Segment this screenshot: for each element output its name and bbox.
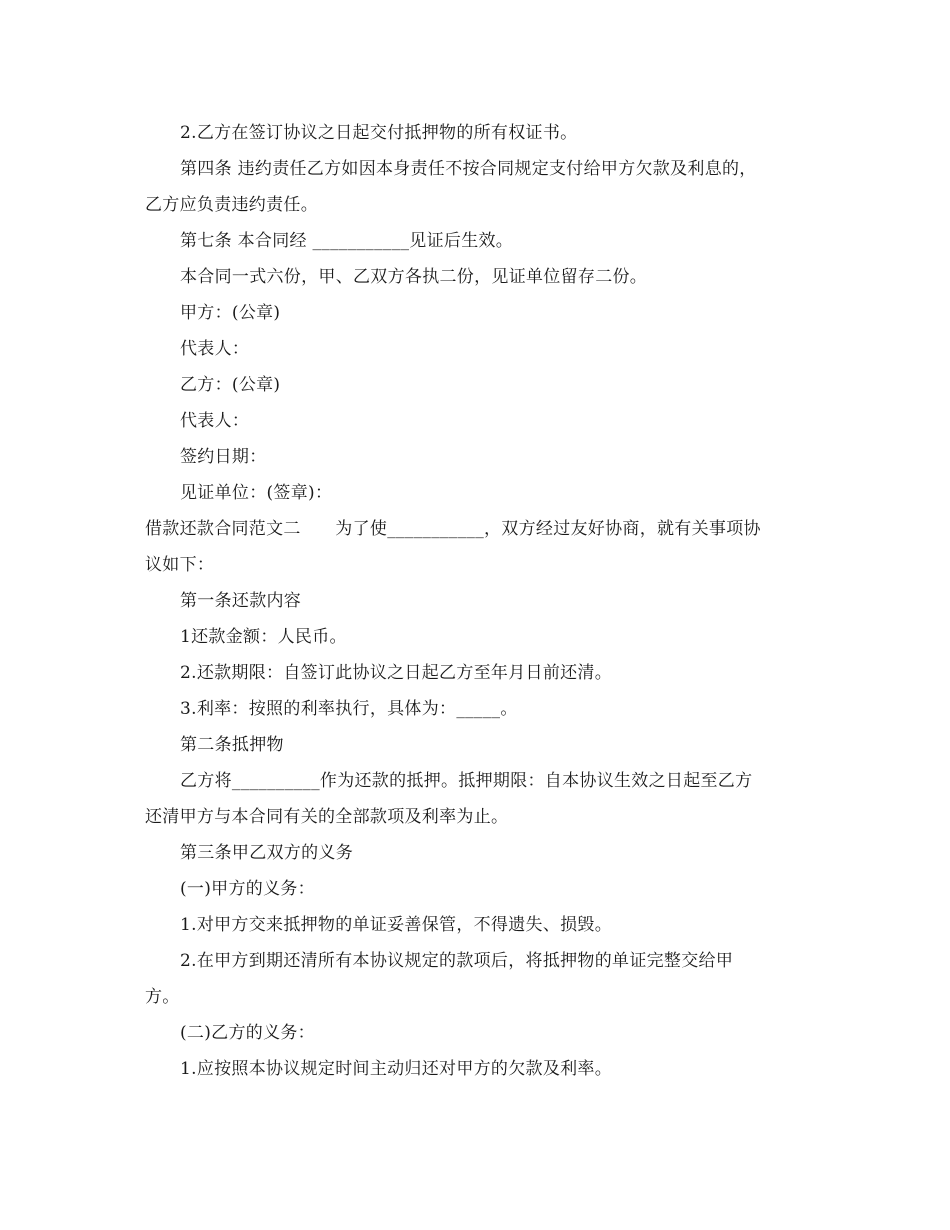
clause-subheading: (一)甲方的义务：	[180, 879, 315, 899]
clause-line: 1.对甲方交来抵押物的单证妥善保管，不得遗失、损毁。	[180, 915, 613, 935]
clause-line: 还清甲方与本合同有关的全部款项及利率为止。	[145, 807, 509, 827]
clause-line: 3.利率：按照的利率执行，具体为：_____。	[180, 699, 518, 719]
clause-line: 本合同一式六份，甲、乙双方各执二份，见证单位留存二份。	[180, 267, 648, 287]
section-heading-line: 借款还款合同范文二 为了使___________，双方经过友好协商，就有关事项协	[145, 519, 761, 539]
clause-line: 第七条 本合同经 ___________见证后生效。	[180, 231, 514, 251]
signature-line: 见证单位：(签章)：	[180, 483, 333, 503]
clause-heading: 第三条甲乙双方的义务	[180, 843, 353, 863]
signature-line: 代表人：	[180, 339, 250, 359]
clause-line: 1.应按照本协议规定时间主动归还对甲方的欠款及利率。	[180, 1059, 613, 1079]
clause-line: 第四条 违约责任乙方如因本身责任不按合同规定支付给甲方欠款及利息的，	[180, 159, 757, 179]
clause-subheading: (二)乙方的义务：	[180, 1023, 315, 1043]
signature-line: 乙方：(公章)	[180, 375, 281, 395]
clause-line: 乙方将__________作为还款的抵押。抵押期限：自本协议生效之日起至乙方	[180, 771, 753, 791]
signature-line: 代表人：	[180, 411, 250, 431]
clause-heading: 第二条抵押物	[180, 735, 284, 755]
clause-line: 乙方应负责违约责任。	[145, 195, 318, 215]
signature-line: 签约日期：	[180, 447, 267, 467]
clause-line: 1还款金额：人民币。	[180, 627, 347, 647]
clause-line: 2.乙方在签订协议之日起交付抵押物的所有权证书。	[180, 123, 578, 143]
clause-heading: 第一条还款内容	[180, 591, 302, 611]
document-body	[145, 115, 810, 1087]
clause-line: 方。	[145, 987, 180, 1007]
clause-line: 2.在甲方到期还清所有本协议规定的款项后，将抵押物的单证完整交给甲	[180, 951, 734, 971]
clause-line: 2.还款期限：自签订此协议之日起乙方至年月日前还清。	[180, 663, 613, 683]
signature-line: 甲方：(公章)	[180, 303, 281, 323]
clause-line: 议如下：	[145, 555, 215, 575]
